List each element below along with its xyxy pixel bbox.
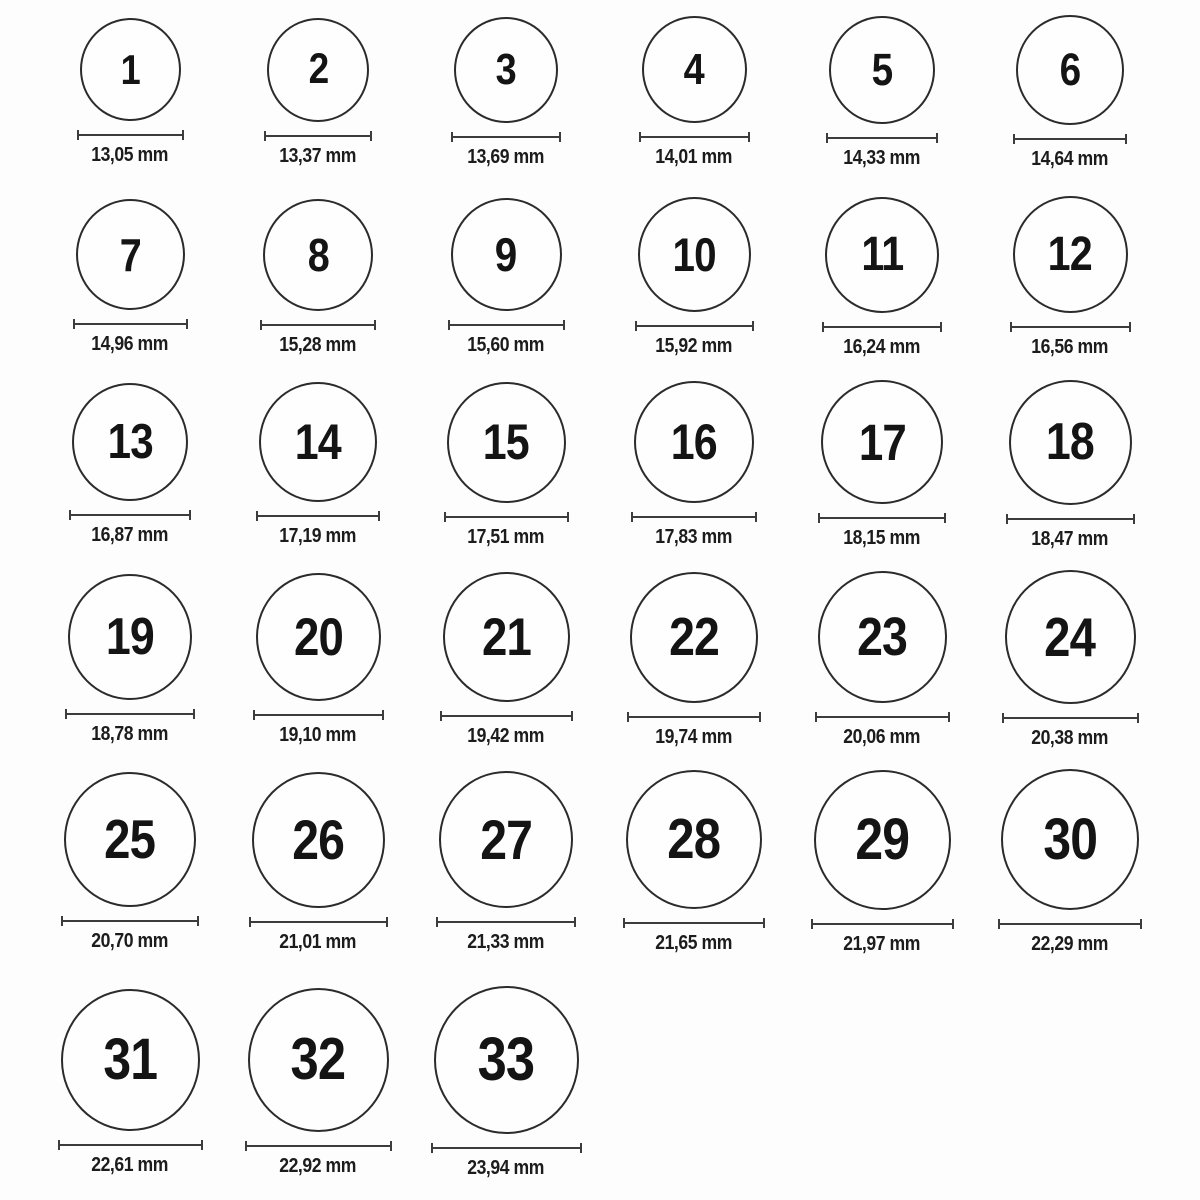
diameter-measure-line	[77, 130, 184, 140]
ring-size-number: 32	[290, 1026, 346, 1092]
ring-circle	[1005, 570, 1136, 704]
ring-size-cell-17	[788, 370, 976, 560]
ring-size-cell-14	[224, 370, 412, 560]
ring-size-cell-20	[224, 560, 412, 760]
ring-circle	[634, 381, 754, 503]
diameter-measure-line	[639, 132, 750, 142]
ring-circle	[1013, 196, 1128, 313]
ring-size-cell-28	[600, 760, 788, 965]
ring-size-number: 30	[1043, 806, 1097, 872]
ring-circle	[256, 573, 381, 701]
ring-size-cell-7	[36, 185, 224, 370]
ring-size-cell-6	[976, 0, 1164, 185]
diameter-measure-line	[811, 919, 954, 929]
diameter-measure-line	[73, 319, 188, 329]
ring-circle	[61, 989, 200, 1131]
ring-size-cell-32	[224, 965, 412, 1200]
diameter-label: 18,15 mm	[843, 527, 921, 549]
ring-size-number: 33	[477, 1025, 535, 1093]
diameter-measure-line	[1013, 134, 1127, 144]
ring-size-cell-22	[600, 560, 788, 760]
ring-size-number: 15	[482, 414, 530, 470]
diameter-label: 14,01 mm	[655, 146, 733, 168]
ring-size-cell-21	[412, 560, 600, 760]
ring-circle	[248, 988, 389, 1132]
ring-circle	[263, 199, 373, 311]
ring-circle	[1009, 380, 1132, 505]
ring-size-number: 23	[857, 607, 907, 667]
ring-size-number: 16	[670, 414, 718, 470]
ring-size-cell-19	[36, 560, 224, 760]
diameter-label: 17,83 mm	[655, 526, 733, 548]
diameter-label: 16,56 mm	[1031, 336, 1109, 358]
ring-size-number: 21	[481, 607, 531, 667]
ring-circle	[68, 574, 192, 700]
diameter-label: 14,33 mm	[843, 146, 921, 169]
diameter-label: 20,38 mm	[1031, 727, 1109, 749]
ring-circle	[72, 383, 188, 501]
diameter-label: 15,92 mm	[655, 335, 733, 357]
diameter-label: 13,69 mm	[467, 145, 545, 168]
ring-circle	[451, 198, 562, 311]
diameter-measure-line	[58, 1140, 203, 1150]
ring-size-cell-1	[36, 0, 224, 185]
ring-size-number: 10	[672, 228, 716, 281]
ring-size-number: 22	[669, 607, 719, 667]
diameter-measure-line	[253, 710, 384, 720]
diameter-measure-line	[61, 916, 199, 926]
diameter-label: 17,51 mm	[467, 525, 545, 548]
diameter-label: 15,60 mm	[467, 334, 545, 356]
ring-size-number: 20	[293, 607, 343, 667]
diameter-measure-line	[1006, 514, 1135, 524]
ring-size-number: 7	[119, 228, 141, 281]
diameter-label: 22,61 mm	[91, 1153, 169, 1176]
diameter-measure-line	[65, 709, 195, 719]
ring-size-number: 25	[104, 808, 156, 870]
diameter-label: 22,29 mm	[1031, 933, 1109, 955]
diameter-measure-line	[1010, 322, 1131, 332]
ring-size-cell-9	[412, 185, 600, 370]
ring-size-number: 9	[495, 228, 517, 281]
diameter-label: 21,97 mm	[843, 932, 921, 955]
ring-size-number: 29	[855, 806, 909, 872]
diameter-measure-line	[245, 1141, 392, 1151]
ring-size-cell-8	[224, 185, 412, 370]
ring-circle	[626, 770, 762, 909]
diameter-label: 13,37 mm	[279, 144, 357, 167]
ring-size-cell-5	[788, 0, 976, 185]
diameter-label: 16,87 mm	[91, 524, 169, 546]
ring-circle	[434, 986, 579, 1134]
diameter-label: 14,96 mm	[91, 333, 169, 355]
ring-size-cell-18	[976, 370, 1164, 560]
ring-size-cell-33	[412, 965, 600, 1200]
ring-size-number: 19	[105, 608, 155, 666]
ring-size-number: 2	[308, 45, 328, 93]
diameter-measure-line	[440, 711, 573, 721]
ring-size-cell-30	[976, 760, 1164, 965]
ring-circle	[80, 18, 181, 121]
diameter-measure-line	[822, 322, 942, 332]
diameter-label: 21,01 mm	[279, 930, 357, 953]
ring-circle	[821, 380, 943, 504]
ring-size-cell-24	[976, 560, 1164, 760]
ring-size-number: 28	[667, 807, 721, 871]
diameter-measure-line	[631, 512, 757, 522]
ring-size-cell-2	[224, 0, 412, 185]
diameter-measure-line	[998, 919, 1142, 929]
ring-size-number: 14	[294, 414, 342, 470]
ring-circle	[825, 197, 939, 313]
ring-circle	[64, 772, 196, 907]
diameter-measure-line	[256, 511, 380, 521]
ring-size-cell-26	[224, 760, 412, 965]
diameter-label: 18,47 mm	[1031, 527, 1109, 550]
ring-size-number: 31	[103, 1026, 157, 1092]
diameter-label: 19,10 mm	[279, 724, 357, 746]
ring-size-cell-12	[976, 185, 1164, 370]
diameter-label: 14,64 mm	[1031, 147, 1109, 170]
ring-size-number: 11	[861, 227, 903, 281]
diameter-measure-line	[436, 917, 576, 927]
ring-size-cell-10	[600, 185, 788, 370]
ring-circle	[1016, 15, 1124, 125]
ring-circle	[829, 16, 935, 124]
diameter-label: 17,19 mm	[279, 525, 357, 547]
ring-circle	[259, 382, 377, 502]
ring-size-number: 24	[1044, 605, 1096, 668]
ring-size-number: 6	[1059, 44, 1081, 95]
ring-size-number: 13	[107, 414, 153, 469]
diameter-measure-line	[69, 510, 191, 520]
diameter-measure-line	[635, 321, 754, 331]
diameter-label: 20,70 mm	[91, 930, 169, 952]
diameter-label: 19,42 mm	[467, 725, 545, 747]
ring-circle	[76, 199, 185, 310]
ring-circle	[818, 571, 947, 703]
ring-size-number: 8	[307, 228, 329, 281]
diameter-label: 23,94 mm	[467, 1156, 545, 1179]
diameter-measure-line	[826, 133, 938, 143]
diameter-measure-line	[818, 513, 946, 523]
ring-size-cell-23	[788, 560, 976, 760]
ring-size-cell-31	[36, 965, 224, 1200]
ring-size-number: 27	[480, 807, 532, 871]
ring-size-cell-27	[412, 760, 600, 965]
diameter-measure-line	[260, 320, 376, 330]
ring-size-number: 4	[683, 44, 705, 94]
ring-size-cell-15	[412, 370, 600, 560]
diameter-label: 20,06 mm	[843, 726, 921, 748]
ring-circle	[814, 770, 951, 910]
diameter-measure-line	[249, 917, 388, 927]
ring-circle	[1001, 769, 1139, 910]
ring-size-grid	[36, 0, 1164, 1200]
ring-size-number: 1	[120, 45, 140, 93]
ring-size-number: 5	[871, 44, 893, 95]
diameter-label: 22,92 mm	[279, 1154, 357, 1177]
diameter-label: 21,65 mm	[655, 932, 733, 954]
ring-size-cell-16	[600, 370, 788, 560]
ring-size-cell-4	[600, 0, 788, 185]
diameter-measure-line	[448, 320, 565, 330]
diameter-label: 21,33 mm	[467, 931, 545, 953]
ring-circle	[447, 382, 566, 503]
ring-circle	[439, 771, 573, 908]
ring-circle	[638, 197, 751, 312]
ring-circle	[443, 572, 570, 702]
diameter-measure-line	[431, 1143, 582, 1153]
diameter-measure-line	[815, 712, 950, 722]
diameter-measure-line	[264, 131, 372, 141]
diameter-label: 13,05 mm	[91, 144, 169, 166]
ring-size-number: 12	[1047, 227, 1093, 281]
ring-size-number: 18	[1045, 413, 1095, 471]
ring-circle	[252, 772, 385, 908]
ring-circle	[267, 18, 369, 122]
diameter-label: 19,74 mm	[655, 725, 733, 748]
ring-size-number: 3	[495, 44, 517, 94]
diameter-label: 16,24 mm	[843, 335, 921, 358]
ring-size-cell-25	[36, 760, 224, 965]
ring-circle	[642, 16, 747, 123]
diameter-measure-line	[627, 712, 761, 722]
diameter-label: 15,28 mm	[279, 333, 357, 356]
diameter-measure-line	[1002, 713, 1139, 723]
diameter-label: 18,78 mm	[91, 723, 169, 745]
diameter-measure-line	[444, 512, 569, 522]
diameter-measure-line	[451, 132, 561, 142]
ring-size-number: 17	[858, 413, 906, 471]
ring-circle	[454, 17, 558, 123]
ring-size-cell-29	[788, 760, 976, 965]
ring-size-cell-11	[788, 185, 976, 370]
ring-size-cell-13	[36, 370, 224, 560]
ring-circle	[630, 572, 758, 703]
ring-size-cell-3	[412, 0, 600, 185]
diameter-measure-line	[623, 918, 765, 928]
ring-size-number: 26	[292, 807, 344, 871]
